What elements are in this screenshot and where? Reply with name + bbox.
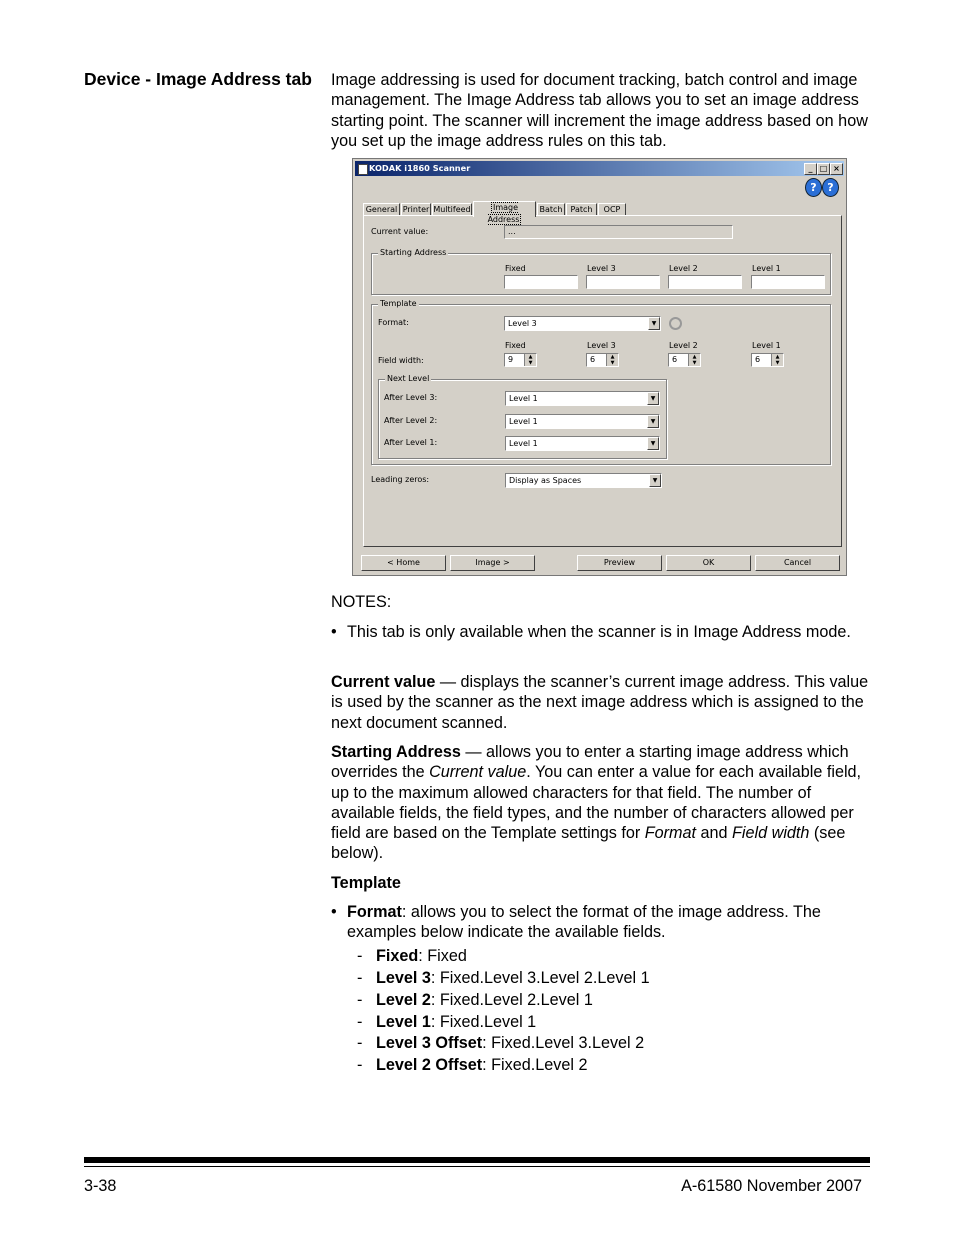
- maximize-icon[interactable]: □: [817, 163, 830, 175]
- close-icon[interactable]: ×: [830, 163, 843, 175]
- format-list-item: - Level 2 Offset: Fixed.Level 2: [357, 1056, 588, 1074]
- note-item: • This tab is only available when the scanner is in Image Address mode.: [331, 623, 851, 641]
- col-level2-label: Level 2: [669, 264, 698, 273]
- width-level3-stepper[interactable]: 6 ▲ ▼: [586, 353, 619, 367]
- format-list-item: - Level 3 Offset: Fixed.Level 3.Level 2: [357, 1034, 645, 1052]
- tab-multifeed[interactable]: Multifeed: [433, 205, 471, 214]
- intro-paragraph: Image addressing is used for document tracking, batch control and image management. The Image Address tab allows you to set an image address starting point. The scanner will increment the image address based on how you set up the image address rules on this tab.: [331, 71, 868, 150]
- template-heading: Template: [331, 874, 401, 892]
- section-heading: Device - Image Address tab: [84, 69, 312, 89]
- template-group: [371, 299, 831, 465]
- start-level3-input[interactable]: [586, 275, 660, 289]
- width-level1-stepper[interactable]: 6 ▲ ▼: [751, 353, 784, 367]
- format-label: Format:: [378, 318, 409, 327]
- after-level2-label: After Level 2:: [384, 416, 438, 425]
- minimize-icon[interactable]: _: [804, 163, 817, 175]
- page-number: 3-38: [84, 1177, 117, 1195]
- leading-zeros-select[interactable]: Display as Spaces ▼: [505, 473, 662, 488]
- tab-ocp[interactable]: OCP: [598, 203, 626, 216]
- footer-rule: [84, 1157, 870, 1163]
- width-fixed-stepper[interactable]: 9 ▲ ▼: [504, 353, 537, 367]
- tab-image-address[interactable]: Image Address: [473, 201, 536, 217]
- document-id: A-61580 November 2007: [681, 1177, 862, 1195]
- after-level2-select[interactable]: Level 1 ▼: [505, 414, 660, 429]
- notes-label: NOTES:: [331, 593, 392, 611]
- start-fixed-input[interactable]: [504, 275, 578, 289]
- start-level1-input[interactable]: [751, 275, 825, 289]
- preview-button[interactable]: Preview: [577, 555, 662, 571]
- width-level1-label: Level 1: [752, 341, 781, 350]
- current-value-paragraph: Current value — displays the scanner’s current image address. This value is used by the scanner as the next image address which is assigned to the next document scanned.: [331, 673, 869, 732]
- col-fixed-label: Fixed: [505, 264, 526, 273]
- width-fixed-label: Fixed: [505, 341, 526, 350]
- tab-panel: [363, 215, 842, 547]
- after-level3-select[interactable]: Level 1 ▼: [505, 391, 660, 406]
- chevron-down-icon: ▼: [648, 317, 660, 330]
- tab-printer[interactable]: Printer: [402, 205, 430, 214]
- format-list-item: - Fixed: Fixed: [357, 947, 467, 965]
- col-level1-label: Level 1: [752, 264, 781, 273]
- next-level-label: Next Level: [387, 374, 430, 383]
- current-value-field: ...: [504, 225, 733, 239]
- format-bullet: • Format: allows you to select the format of the image address. The examples below indicate the available fields.: [331, 903, 821, 942]
- ok-button[interactable]: OK: [666, 555, 751, 571]
- col-level3-label: Level 3: [587, 264, 616, 273]
- chevron-down-icon: ▼: [647, 437, 659, 450]
- after-level3-label: After Level 3:: [384, 393, 438, 402]
- start-level2-input[interactable]: [668, 275, 742, 289]
- starting-address-group: [371, 248, 831, 295]
- dialog-title-bar: [355, 161, 844, 176]
- format-list-item: - Level 1: Fixed.Level 1: [357, 1013, 537, 1031]
- tab-batch[interactable]: Batch: [537, 203, 565, 216]
- dialog-title: KODAK i1860 Scanner: [369, 163, 471, 173]
- context-help-icon[interactable]: ?: [822, 178, 839, 197]
- template-label: Template: [380, 299, 417, 308]
- width-level2-label: Level 2: [669, 341, 698, 350]
- app-icon: [358, 164, 368, 175]
- refresh-icon[interactable]: [669, 317, 682, 330]
- home-button[interactable]: < Home: [361, 555, 446, 571]
- next-level-group: [378, 374, 667, 459]
- starting-address-label: Starting Address: [380, 248, 447, 257]
- starting-address-paragraph: Starting Address — allows you to enter a starting image address which overrides the Current value. You can enter a value for each available field, up to the maximum allowed characters for that field. The number of available fields, the field types, and the number of characters allowed per field are based on the Template settings for Format and Field width (see below).: [331, 743, 862, 863]
- help-icon[interactable]: ?: [805, 178, 822, 197]
- tab-general[interactable]: General: [363, 203, 400, 216]
- chevron-down-icon: ▼: [647, 415, 659, 428]
- field-width-label: Field width:: [378, 356, 424, 365]
- footer-rule-thin: [84, 1166, 870, 1167]
- width-level2-stepper[interactable]: 6 ▲ ▼: [668, 353, 701, 367]
- format-list-item: - Level 2: Fixed.Level 2.Level 1: [357, 991, 593, 1009]
- leading-zeros-label: Leading zeros:: [371, 475, 430, 484]
- width-level3-label: Level 3: [587, 341, 616, 350]
- format-select[interactable]: Level 3 ▼: [504, 316, 661, 331]
- scanner-dialog-screenshot: [352, 158, 847, 576]
- cancel-button[interactable]: Cancel: [755, 555, 840, 571]
- after-level1-label: After Level 1:: [384, 438, 438, 447]
- format-list-item: - Level 3: Fixed.Level 3.Level 2.Level 1: [357, 969, 650, 987]
- chevron-down-icon: ▼: [647, 392, 659, 405]
- current-value-label: Current value:: [371, 227, 429, 236]
- image-button[interactable]: Image >: [450, 555, 535, 571]
- tab-patch[interactable]: Patch: [566, 203, 597, 216]
- chevron-down-icon: ▼: [649, 474, 661, 487]
- after-level1-select[interactable]: Level 1 ▼: [505, 436, 660, 451]
